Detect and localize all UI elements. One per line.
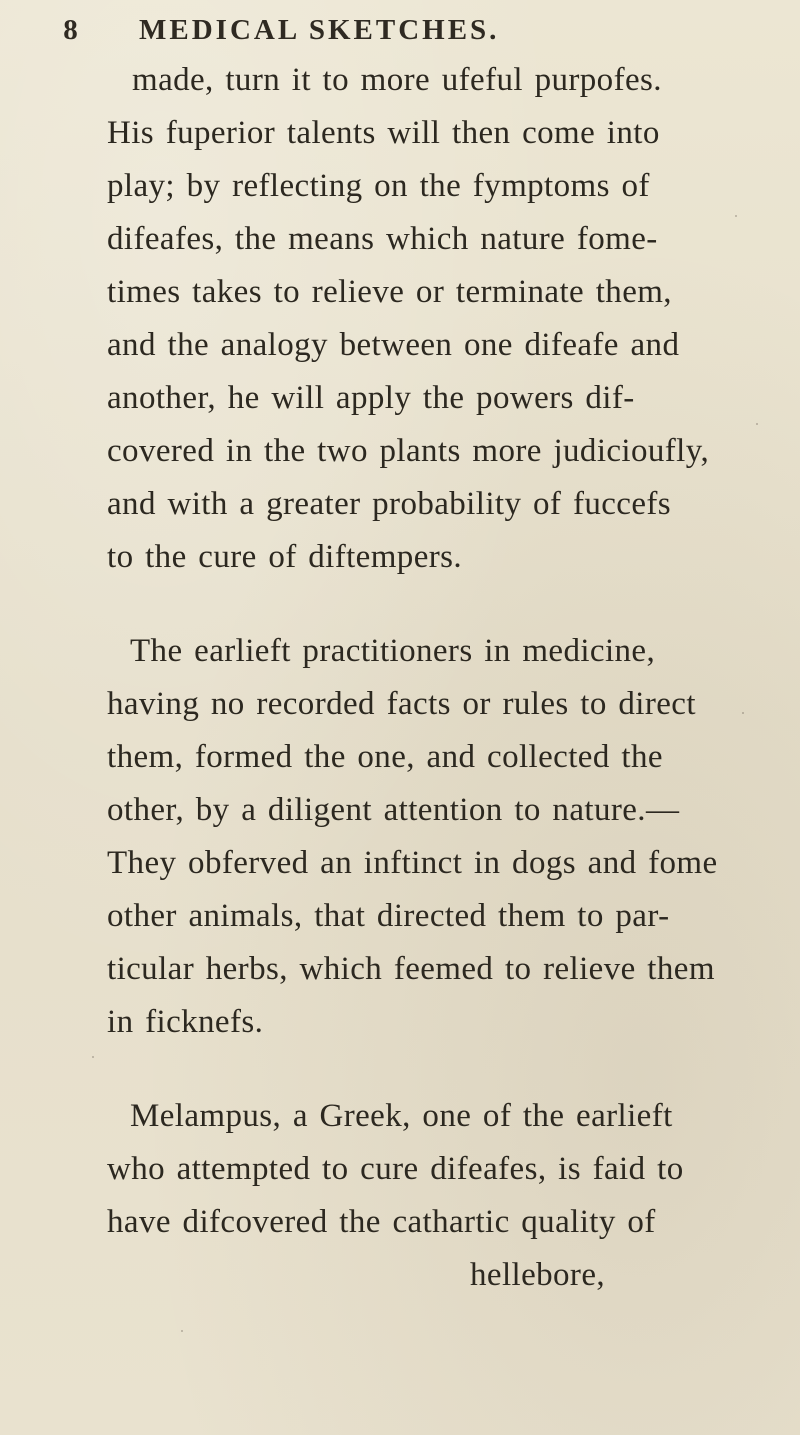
text-line: His fuperior talents will then come into xyxy=(107,115,660,151)
paper-speck xyxy=(756,423,758,425)
catchword: hellebore, xyxy=(470,1257,606,1293)
text-line: They obferved an inftinct in dogs and fome xyxy=(107,845,718,881)
text-line: play; by reflecting on the fymptoms of xyxy=(107,168,650,204)
text-line: times takes to relieve or terminate them, xyxy=(107,274,672,310)
paper-speck xyxy=(92,1056,94,1058)
page-number: 8 xyxy=(63,13,81,46)
text-line: covered in the two plants more judicioufly, xyxy=(107,433,710,469)
text-line: other, by a diligent attention to nature.— xyxy=(107,792,680,828)
text-line: to the cure of diftempers. xyxy=(107,539,463,575)
text-line: other animals, that directed them to par- xyxy=(107,898,670,934)
text-line: who attempted to cure difeafes, is faid to xyxy=(107,1151,684,1187)
paper-speck xyxy=(735,215,737,217)
text-line: them, formed the one, and collected the xyxy=(107,739,663,775)
text-line: in ficknefs. xyxy=(107,1004,264,1040)
text-line: difeafes, the means which nature fome- xyxy=(107,221,658,257)
paper-speck xyxy=(181,1330,183,1332)
text-line: and the analogy between one difeafe and xyxy=(107,327,680,363)
paragraph-first-line: The earlieft practitioners in medicine, xyxy=(130,633,656,669)
running-title: MEDICAL SKETCHES. xyxy=(139,13,500,46)
text-line: made, turn it to more ufeful purpofes. xyxy=(132,62,662,98)
paper-speck xyxy=(742,712,744,714)
text-line: ticular herbs, which feemed to relieve them xyxy=(107,951,715,987)
text-line: have difcovered the cathartic quality of xyxy=(107,1204,656,1240)
text-line: having no recorded facts or rules to direct xyxy=(107,686,696,722)
paragraph-first-line: Melampus, a Greek, one of the earlieft xyxy=(130,1098,673,1134)
text-line: and with a greater probability of fuccefs xyxy=(107,486,672,522)
text-line: another, he will apply the powers dif- xyxy=(107,380,635,416)
